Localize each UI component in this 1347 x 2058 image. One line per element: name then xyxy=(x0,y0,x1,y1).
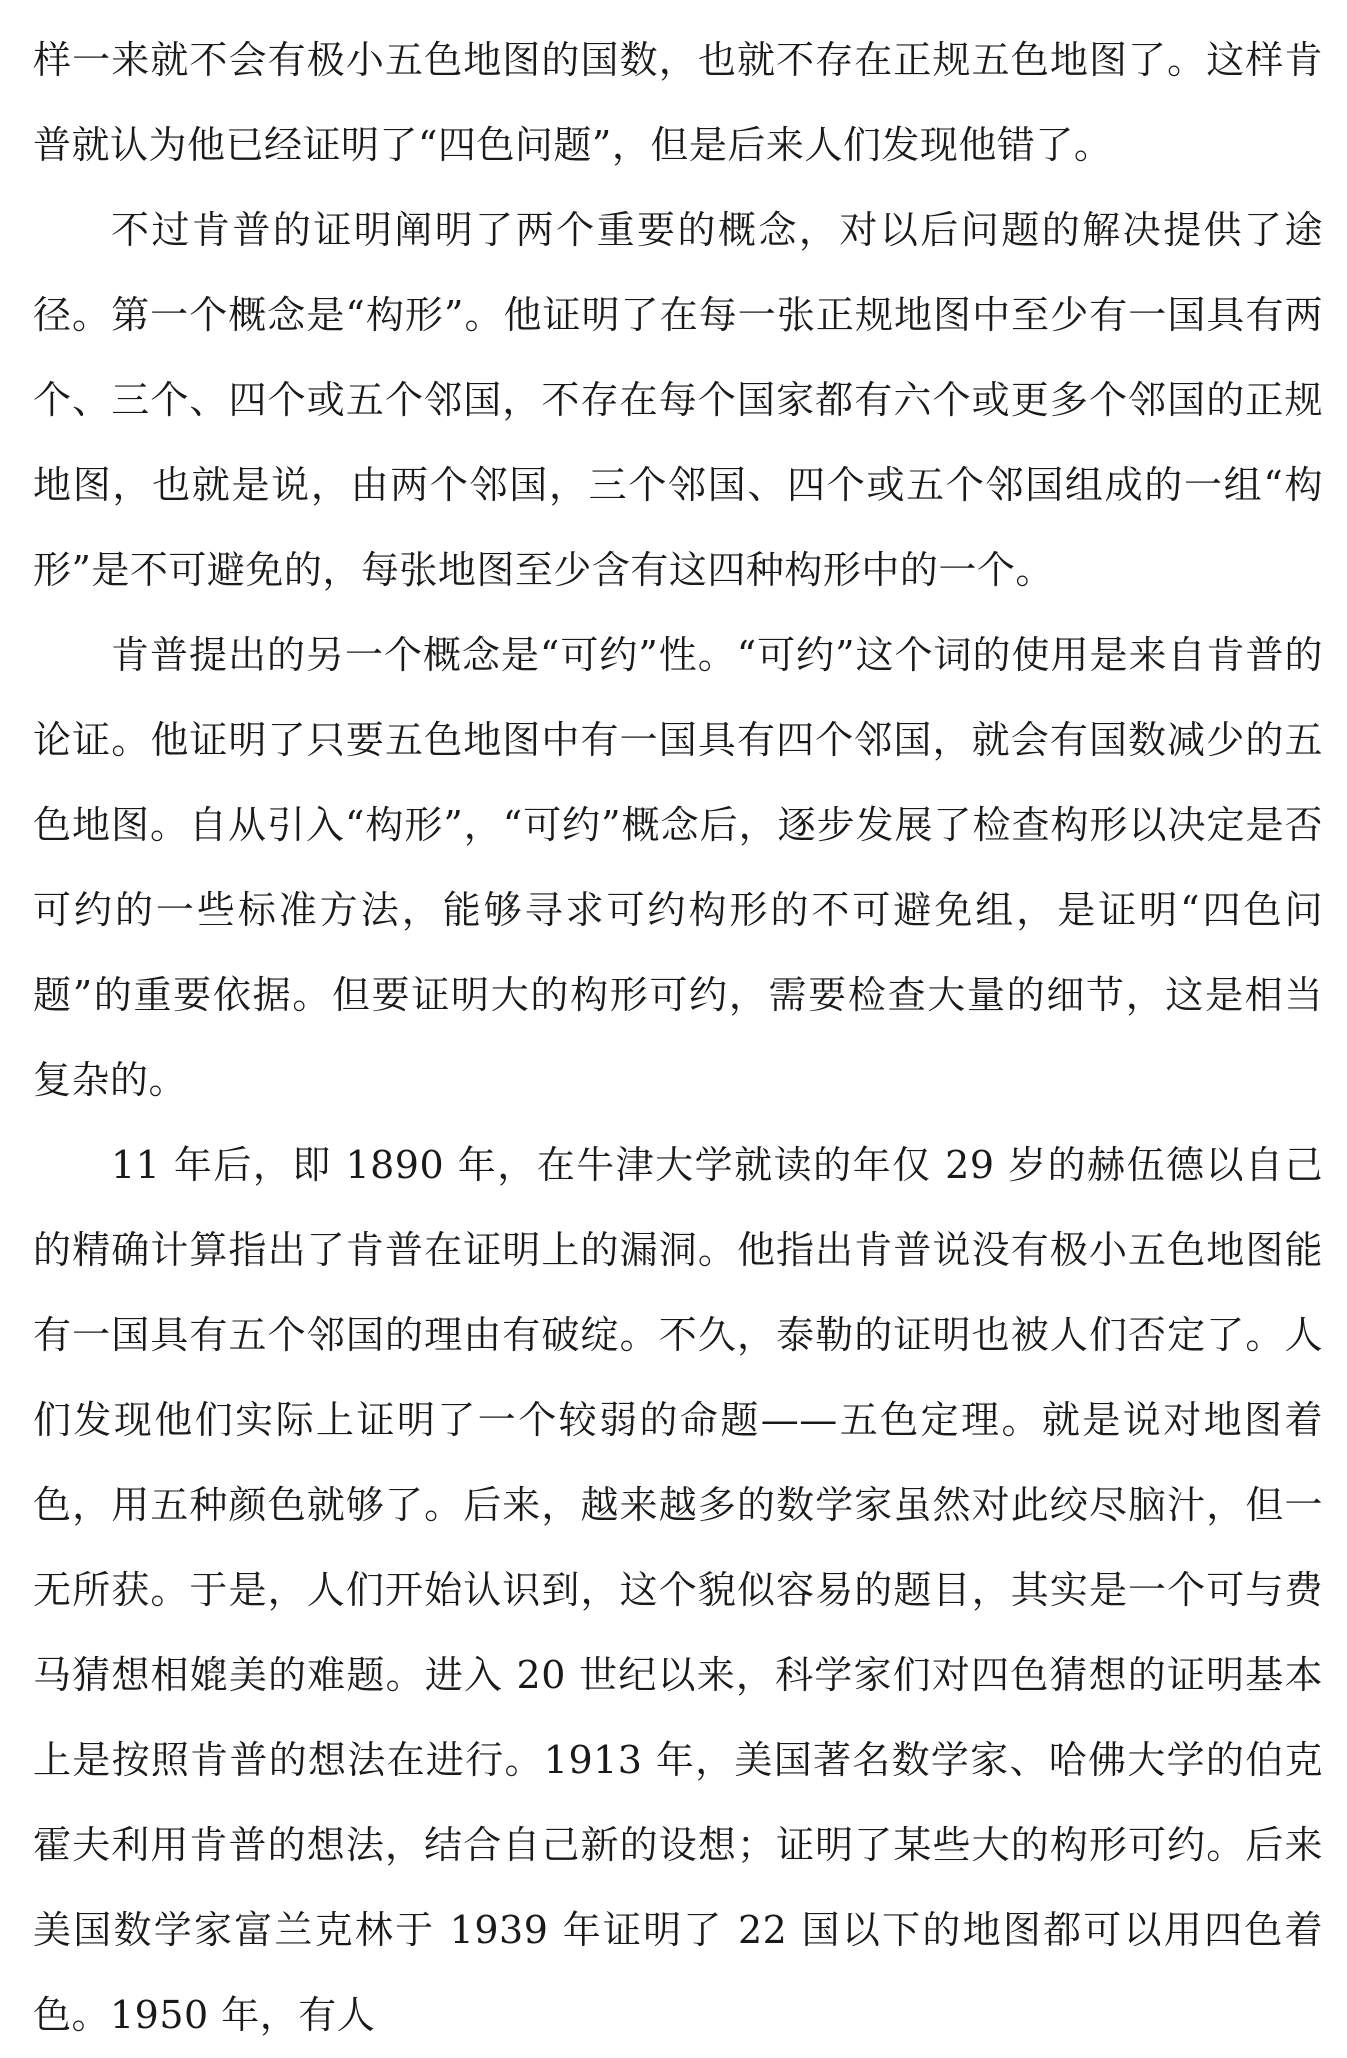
paragraph-1: 样一来就不会有极小五色地图的国数，也就不存在正规五色地图了。这样肯普就认为他已经证明了“四色问题”，但是后来人们发现他错了。 xyxy=(33,38,1323,167)
body-text xyxy=(33,18,1323,2058)
paragraph-2: 不过肯普的证明阐明了两个重要的概念，对以后问题的解决提供了途径。第一个概念是“构形”。他证明了在每一张正规地图中至少有一国具有两个、三个、四个或五个邻国，不存在每个国家都有六个或更多个邻国的正规地图，也就是说，由两个邻国，三个邻国、四个或五个邻国组成的一组“构形”是不可避免的，每张地图至少含有这四种构形中的一个。 xyxy=(33,208,1323,592)
paragraph-3: 肯普提出的另一个概念是“可约”性。“可约”这个词的使用是来自肯普的论证。他证明了只要五色地图中有一国具有四个邻国，就会有国数减少的五色地图。自从引入“构形”，“可约”概念后，逐步发展了检查构形以决定是否可约的一些标准方法，能够寻求可约构形的不可避免组，是证明“四色问题”的重要依据。但要证明大的构形可约，需要检查大量的细节，这是相当复杂的。 xyxy=(33,633,1323,1102)
paragraph-4: 11 年后，即 1890 年，在牛津大学就读的年仅 29 岁的赫伍德以自己的精确计算指出了肯普在证明上的漏洞。他指出肯普说没有极小五色地图能有一国具有五个邻国的理由有破绽。不久，泰勒的证明也被人们否定了。人们发现他们实际上证明了一个较弱的命题——五色定理。就是说对地图着色，用五种颜色就够了。后来，越来越多的数学家虽然对此绞尽脑汁，但一无所获。于是，人们开始认识到，这个貌似容易的题目，其实是一个可与费马猜想相媲美的难题。进入 20 世纪以来，科学家们对四色猜想的证明基本上是按照肯普的想法在进行。1913 年，美国著名数学家、哈佛大学的伯克霍夫利用肯普的想法，结合自己新的设想；证明了某些大的构形可约。后来美国数学家富兰克林于 1939 年证明了 22 国以下的地图都可以用四色着色。1950 年，有人 xyxy=(33,1143,1323,2037)
